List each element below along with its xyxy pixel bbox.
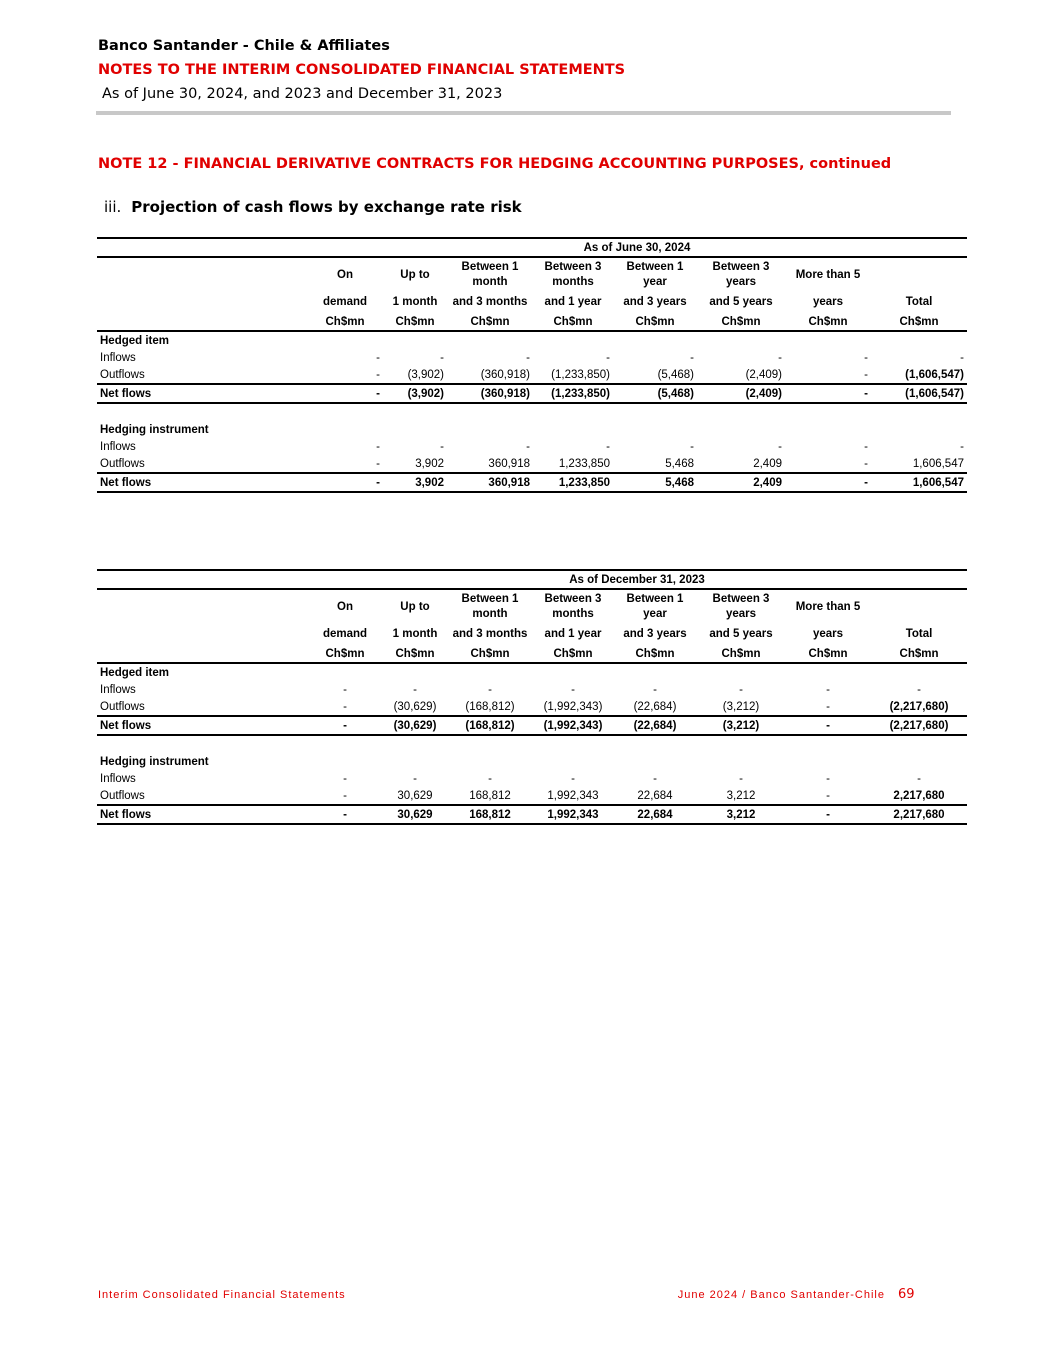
empty-cell <box>97 257 307 292</box>
column-header-bottom-text: Total <box>905 628 933 640</box>
net-flows-row <box>97 473 967 492</box>
column-header-top-text: Between 3 years <box>712 261 770 288</box>
value-cell: (5,468) <box>613 384 697 403</box>
spacer-row <box>97 403 967 421</box>
section-title: Hedged item <box>100 334 170 347</box>
table-row <box>97 366 967 384</box>
value-cell: (2,217,680) <box>889 700 949 713</box>
empty-cell <box>97 313 307 331</box>
column-header-bottom-text: and 3 months <box>452 628 528 640</box>
empty-cell <box>97 570 307 589</box>
value-cell: (22,684) <box>633 700 677 713</box>
empty-cell <box>97 645 307 663</box>
column-header-bottom-text: years <box>812 296 844 308</box>
value-cell: - <box>571 772 575 785</box>
value-cell: - <box>376 368 380 381</box>
value-cell: 1,233,850 <box>533 473 613 492</box>
value-cell: - <box>739 683 743 696</box>
value-cell: (3,212) <box>697 716 785 735</box>
value-cell: - <box>785 473 871 492</box>
column-header-top-text: Between 1 year <box>626 261 684 288</box>
value-cell: - <box>917 683 921 696</box>
column-header-bottom <box>97 292 967 313</box>
value-cell: (3,902) <box>407 368 444 381</box>
column-header-top-text: Between 3 months <box>544 261 602 288</box>
value-cell: - <box>440 351 444 364</box>
net-flows-row <box>97 384 967 403</box>
value-cell: - <box>343 789 347 802</box>
value-cell: 168,812 <box>447 805 533 824</box>
row-label: Inflows <box>100 440 136 453</box>
footer-left: Interim Consolidated Financial Statements <box>98 1289 346 1301</box>
unit-label: Ch$mn <box>613 645 697 663</box>
column-header-bottom-text: and 1 year <box>544 628 602 640</box>
row-label: Inflows <box>100 351 136 364</box>
value-cell: - <box>864 368 868 381</box>
value-cell: - <box>917 772 921 785</box>
section-title: Hedging instrument <box>100 423 209 436</box>
column-header-top-text: On <box>337 600 353 613</box>
column-header-top-text: Between 3 years <box>712 593 770 620</box>
value-cell: - <box>826 683 830 696</box>
value-cell: 22,684 <box>613 805 697 824</box>
table-row <box>97 698 967 716</box>
spacer <box>97 403 967 421</box>
unit-label: Ch$mn <box>447 645 533 663</box>
row-label: Outflows <box>100 368 145 381</box>
column-header-top <box>97 257 967 292</box>
unit-row <box>97 645 967 663</box>
table-date: As of June 30, 2024 <box>307 238 967 257</box>
value-cell: - <box>826 772 830 785</box>
unit-label: Ch$mn <box>307 313 383 331</box>
section-title-row <box>97 753 967 770</box>
value-cell: (1,233,850) <box>533 384 613 403</box>
cash-flow-table-june-2024 <box>97 237 967 493</box>
column-header-top-text: Between 3 months <box>544 593 602 620</box>
value-cell: - <box>526 351 530 364</box>
value-cell: (2,409) <box>745 368 782 381</box>
section-title: Projection of cash flows by exchange rate risk <box>131 198 522 216</box>
value-cell: (1,606,547) <box>905 368 964 381</box>
column-header-bottom-text: 1 month <box>392 628 438 640</box>
unit-label: Ch$mn <box>785 645 871 663</box>
value-cell: (22,684) <box>613 716 697 735</box>
value-cell: 1,606,547 <box>871 473 967 492</box>
unit-label: Ch$mn <box>697 313 785 331</box>
section-heading <box>104 198 522 216</box>
value-cell: (360,918) <box>447 384 533 403</box>
column-header-top-text: More than 5 <box>795 600 861 613</box>
column-header-top-text <box>871 589 967 624</box>
value-cell: - <box>488 772 492 785</box>
row-label: Inflows <box>100 772 136 785</box>
value-cell: - <box>778 351 782 364</box>
value-cell: - <box>826 789 830 802</box>
value-cell: 1,992,343 <box>533 805 613 824</box>
section-title-row <box>97 663 967 681</box>
table-row <box>97 681 967 698</box>
value-cell: (1,233,850) <box>551 368 610 381</box>
value-cell: - <box>343 772 347 785</box>
date-row <box>97 570 967 589</box>
column-header-bottom-text: and 3 years <box>623 296 687 308</box>
net-flows-row <box>97 716 967 735</box>
table-row <box>97 787 967 805</box>
value-cell: 1,606,547 <box>912 457 964 470</box>
column-header-bottom-text: years <box>812 628 844 640</box>
value-cell: 360,918 <box>447 473 533 492</box>
row-label: Outflows <box>100 700 145 713</box>
column-header-bottom <box>97 624 967 645</box>
row-label: Outflows <box>100 789 145 802</box>
value-cell: - <box>571 683 575 696</box>
value-cell: (168,812) <box>447 716 533 735</box>
value-cell: - <box>440 440 444 453</box>
value-cell: 30,629 <box>383 805 447 824</box>
row-label: Net flows <box>97 805 307 824</box>
page-number: 69 <box>898 1287 915 1302</box>
column-header-top-text: Up to <box>400 600 430 613</box>
value-cell: (1,992,343) <box>533 716 613 735</box>
value-cell: (1,606,547) <box>871 384 967 403</box>
value-cell: - <box>307 384 383 403</box>
unit-label: Ch$mn <box>533 645 613 663</box>
value-cell: - <box>307 473 383 492</box>
column-header-bottom-text: demand <box>322 628 368 640</box>
value-cell: (2,217,680) <box>871 716 967 735</box>
column-header-bottom-text: and 3 years <box>623 628 687 640</box>
value-cell: 360,918 <box>488 457 530 470</box>
unit-label: Ch$mn <box>613 313 697 331</box>
value-cell: - <box>864 351 868 364</box>
spacer <box>97 735 967 753</box>
value-cell: 3,902 <box>415 457 444 470</box>
value-cell: 5,468 <box>665 457 694 470</box>
column-header-bottom-text: Total <box>905 296 933 308</box>
value-cell: 3,212 <box>726 789 756 802</box>
unit-label: Ch$mn <box>383 645 447 663</box>
value-cell: - <box>785 384 871 403</box>
value-cell: - <box>343 700 347 713</box>
note-title: NOTE 12 - FINANCIAL DERIVATIVE CONTRACTS FOR HEDGING ACCOUNTING PURPOSES, continued <box>98 156 892 172</box>
value-cell: (3,212) <box>722 700 760 713</box>
value-cell: (30,629) <box>393 700 437 713</box>
column-header-bottom-text: and 3 months <box>452 296 528 308</box>
value-cell: 1,233,850 <box>558 457 610 470</box>
value-cell: (5,468) <box>657 368 694 381</box>
value-cell: - <box>526 440 530 453</box>
value-cell: (360,918) <box>480 368 530 381</box>
value-cell: - <box>307 716 383 735</box>
section-title: Hedged item <box>100 666 170 679</box>
value-cell: 22,684 <box>637 789 673 802</box>
unit-label: Ch$mn <box>697 645 785 663</box>
value-cell: (168,812) <box>465 700 515 713</box>
unit-row <box>97 313 967 331</box>
value-cell: - <box>376 440 380 453</box>
value-cell: (2,409) <box>697 384 785 403</box>
period: As of June 30, 2024, and 2023 and December 31, 2023 <box>102 86 503 102</box>
value-cell: - <box>653 772 657 785</box>
value-cell: - <box>690 440 694 453</box>
column-header-top-text: On <box>337 268 353 281</box>
value-cell: 30,629 <box>397 789 433 802</box>
row-label: Inflows <box>100 683 136 696</box>
cash-flow-table-december-2023 <box>97 569 967 825</box>
value-cell: - <box>488 683 492 696</box>
unit-label: Ch$mn <box>383 313 447 331</box>
value-cell: 2,409 <box>753 457 782 470</box>
value-cell: - <box>653 683 657 696</box>
column-header-top-text: Between 1 month <box>461 261 519 288</box>
unit-label: Ch$mn <box>871 645 967 663</box>
value-cell: 3,902 <box>383 473 447 492</box>
spacer-row <box>97 735 967 753</box>
value-cell: (1,992,343) <box>543 700 603 713</box>
value-cell: (3,902) <box>383 384 447 403</box>
column-header-bottom-text: and 1 year <box>544 296 602 308</box>
value-cell: - <box>376 457 380 470</box>
value-cell: - <box>960 351 964 364</box>
empty-cell <box>97 624 307 645</box>
column-header-top-text: Between 1 month <box>461 593 519 620</box>
unit-label: Ch$mn <box>307 645 383 663</box>
column-header-bottom-text: demand <box>322 296 368 308</box>
value-cell: - <box>690 351 694 364</box>
row-label: Net flows <box>97 716 307 735</box>
unit-label: Ch$mn <box>447 313 533 331</box>
column-header-top-text: Up to <box>400 268 430 281</box>
section-title: Hedging instrument <box>100 755 209 768</box>
column-header-top-text <box>871 257 967 292</box>
value-cell: - <box>307 805 383 824</box>
unit-label: Ch$mn <box>785 313 871 331</box>
value-cell: - <box>413 683 417 696</box>
value-cell: - <box>778 440 782 453</box>
value-cell: (30,629) <box>383 716 447 735</box>
column-header-bottom-text: 1 month <box>392 296 438 308</box>
value-cell: - <box>785 716 871 735</box>
column-header-top-text: Between 1 year <box>626 593 684 620</box>
column-header-top <box>97 589 967 624</box>
footer-right: June 2024 / Banco Santander-Chile <box>677 1289 885 1301</box>
row-label: Net flows <box>97 473 307 492</box>
value-cell: 1,992,343 <box>547 789 599 802</box>
table-row <box>97 438 967 455</box>
table-row <box>97 349 967 366</box>
value-cell: 3,212 <box>697 805 785 824</box>
value-cell: 168,812 <box>469 789 511 802</box>
value-cell: - <box>864 440 868 453</box>
value-cell: - <box>960 440 964 453</box>
column-header-bottom-text: and 5 years <box>709 296 773 308</box>
value-cell: - <box>606 351 610 364</box>
column-header-bottom-text: and 5 years <box>709 628 773 640</box>
value-cell: - <box>606 440 610 453</box>
row-label: Net flows <box>97 384 307 403</box>
net-flows-row <box>97 805 967 824</box>
section-title-row <box>97 421 967 438</box>
unit-label: Ch$mn <box>533 313 613 331</box>
value-cell: - <box>739 772 743 785</box>
value-cell: 5,468 <box>613 473 697 492</box>
table-row <box>97 455 967 473</box>
section-title-row <box>97 331 967 349</box>
value-cell: - <box>413 772 417 785</box>
notes-title: NOTES TO THE INTERIM CONSOLIDATED FINANCIAL STATEMENTS <box>98 62 626 78</box>
value-cell: 2,217,680 <box>871 805 967 824</box>
value-cell: - <box>343 683 347 696</box>
column-header-top-text: More than 5 <box>795 268 861 281</box>
section-numeral: iii. <box>104 198 122 216</box>
unit-label: Ch$mn <box>871 313 967 331</box>
value-cell: - <box>826 700 830 713</box>
header-divider <box>96 111 951 115</box>
table-row <box>97 770 967 787</box>
row-label: Outflows <box>100 457 145 470</box>
empty-cell <box>97 589 307 624</box>
value-cell: - <box>864 457 868 470</box>
company-name: Banco Santander - Chile & Affiliates <box>98 38 390 54</box>
empty-cell <box>97 292 307 313</box>
empty-cell <box>97 238 307 257</box>
value-cell: - <box>376 351 380 364</box>
table-date: As of December 31, 2023 <box>307 570 967 589</box>
value-cell: 2,409 <box>697 473 785 492</box>
value-cell: - <box>785 805 871 824</box>
value-cell: 2,217,680 <box>893 789 945 802</box>
date-row <box>97 238 967 257</box>
